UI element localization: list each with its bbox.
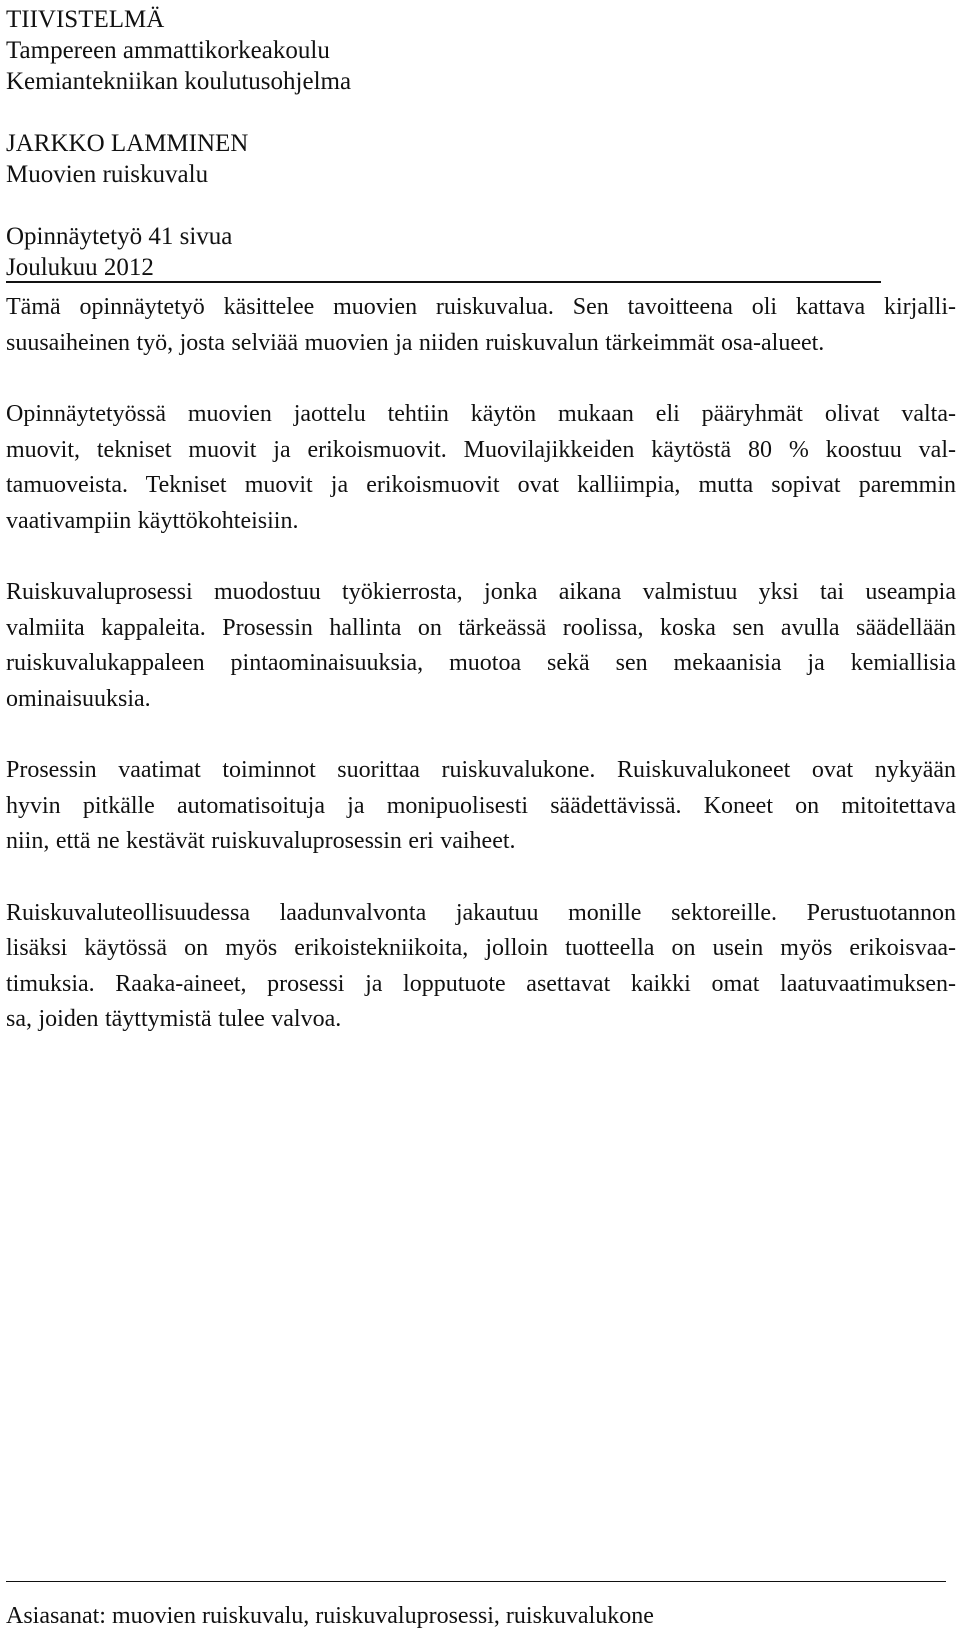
text-line: Opinnäytetyössä muovien jaottelu tehtiin käytön mukaan eli pääryhmät olivat valta-: [6, 401, 956, 427]
header-spacer: [6, 97, 906, 128]
author-name: JARKKO LAMMINEN: [6, 130, 249, 157]
header-spacer: [6, 190, 906, 221]
text-line: muovit, tekniset muovit ja erikoismuovit. Muovilajikkeiden käytöstä 80 % koostuu val-: [6, 436, 956, 463]
text-line: Ruiskuvaluprosessi muodostuu työkierrosta, jonka aikana valmistuu yksi tai useampia: [6, 579, 956, 605]
text-line: Ruiskuvaluteollisuudessa laadunvalvonta jakautuu monille sektoreille. Perustuotannon: [6, 899, 956, 926]
abstract-heading: TIIVISTELMÄ: [6, 6, 165, 33]
header-divider: [6, 281, 881, 283]
degree-program: Kemiantekniikan koulutusohjelma: [6, 68, 352, 95]
text-line: lisäksi käytössä on myös erikoistekniikoita, jolloin tuotteella on usein myös erikoisvaa-: [6, 935, 956, 961]
thesis-title: Muovien ruiskuvalu: [6, 161, 209, 188]
abstract-paragraph: [6, 290, 956, 361]
abstract-paragraph: [6, 397, 956, 539]
text-line: sa, joiden täyttymistä tulee valvoa.: [6, 1006, 342, 1032]
text-line: ominaisuuksia.: [6, 685, 151, 712]
text-line: Tämä opinnäytetyö käsittelee muovien ruiskuvalua. Sen tavoitteena oli kattava kirjalli-: [6, 294, 956, 320]
abstract-header: [6, 4, 906, 283]
abstract-body: [6, 290, 956, 1074]
text-line: timuksia. Raaka-aineet, prosessi ja lopputuote asettavat kaikki omat laatuvaatimuksen-: [6, 970, 956, 997]
text-line: ruiskuvalukappaleen pintaominaisuuksia, muotoa sekä sen mekaanisia ja kemiallisia: [6, 650, 956, 676]
text-line: hyvin pitkälle automatisoituja ja monipuolisesti säädettävissä. Koneet on mitoitettava: [6, 792, 956, 819]
thesis-page-count: Opinnäytetyö 41 sivua: [6, 223, 233, 250]
abstract-paragraph: [6, 896, 956, 1038]
text-line: tamuoveista. Tekniset muovit ja erikoismuovit ovat kalliimpia, mutta sopivat paremmin: [6, 472, 956, 498]
thesis-date: Joulukuu 2012: [6, 254, 154, 281]
abstract-paragraph: [6, 753, 956, 860]
text-line: niin, että ne kestävät ruiskuvaluprosessin eri vaiheet.: [6, 828, 516, 854]
text-line: vaativampiin käyttökohteisiin.: [6, 507, 299, 534]
keywords-line: Asiasanat: muovien ruiskuvalu, ruiskuvaluprosessi, ruiskuvalukone: [6, 1603, 654, 1629]
school-name: Tampereen ammattikorkeakoulu: [6, 37, 330, 64]
text-line: Prosessin vaatimat toiminnot suorittaa ruiskuvalukone. Ruiskuvalukoneet ovat nykyään: [6, 757, 956, 783]
abstract-paragraph: [6, 575, 956, 717]
text-line: valmiita kappaleita. Prosessin hallinta on tärkeässä roolissa, koska sen avulla säädellään: [6, 614, 956, 641]
keywords-divider: [6, 1581, 946, 1582]
text-line: suusaiheinen työ, josta selviää muovien ja niiden ruiskuvalun tärkeimmät osa-alueet.: [6, 329, 825, 356]
